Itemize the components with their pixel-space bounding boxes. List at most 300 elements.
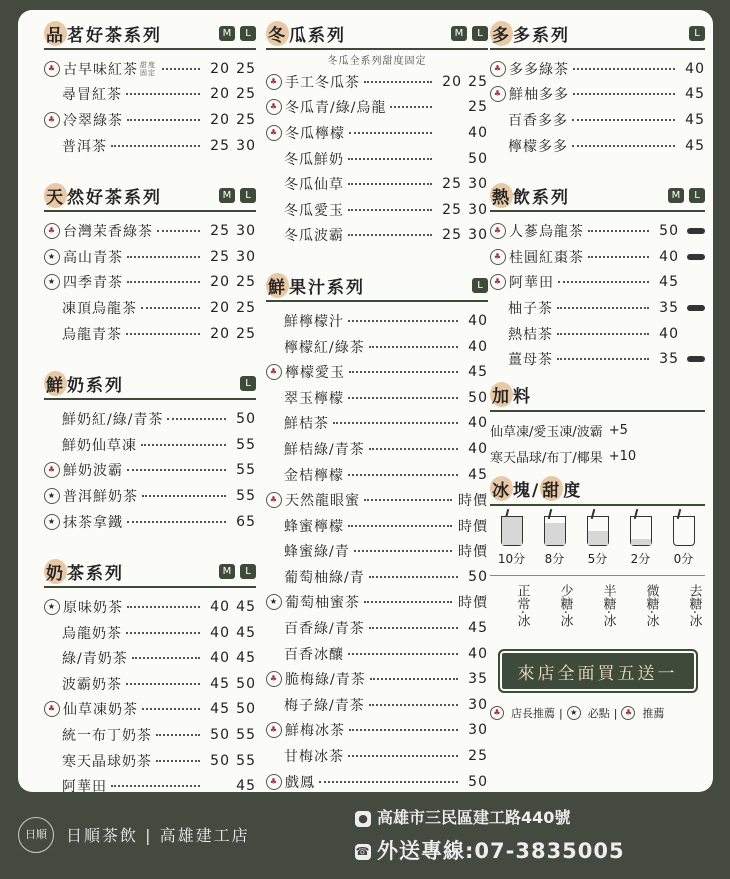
leader-dots: [126, 632, 200, 634]
menu-item: [44, 82, 256, 108]
item-price: 40: [468, 312, 488, 329]
item-name: 波霸奶茶: [62, 676, 122, 693]
leader-dots: [390, 106, 432, 108]
item-name: 阿華田: [509, 275, 554, 292]
section-title: [44, 559, 214, 584]
menu-item: [266, 385, 488, 411]
leader-dots: [162, 68, 200, 70]
leaf-icon: ♣: [490, 706, 504, 720]
item-price: 45: [236, 778, 256, 795]
leader-dots: [126, 333, 200, 335]
ice-level-text: 去糖·冰: [686, 583, 702, 628]
section-header: [44, 556, 256, 588]
item-price: 45: [236, 650, 256, 667]
leader-dots: [111, 145, 200, 147]
item-price: 25: [210, 137, 230, 154]
item-price: 40: [685, 60, 705, 77]
item-name: 烏龍奶茶: [62, 625, 122, 642]
leader-dots: [156, 760, 200, 762]
star-icon: ★: [44, 274, 60, 290]
section-title: [490, 21, 684, 46]
item-name: 多多綠茶: [509, 61, 569, 78]
menu-item: [266, 539, 488, 565]
section-title-rest: 飲系列: [513, 187, 570, 208]
leader-dots: [354, 550, 452, 552]
item-price: 40: [659, 248, 679, 265]
item-name: 普洱茶: [62, 138, 107, 155]
menu-item: [490, 295, 705, 321]
item-name: 冬瓜波霸: [284, 228, 344, 245]
item-name: 手工冬瓜茶: [285, 74, 360, 91]
leaf-icon: ♣: [44, 462, 60, 478]
item-price: 45: [210, 701, 230, 718]
menu-item: [266, 69, 488, 95]
size-badge: L: [472, 26, 488, 41]
menu-item: [490, 107, 705, 133]
leader-dots: [127, 281, 200, 283]
menu-column-1: [44, 18, 256, 799]
leader-dots: [349, 132, 432, 134]
menu-item: [490, 82, 705, 108]
ice-level-text: 正常·冰: [514, 583, 530, 628]
item-price: 45: [685, 111, 705, 128]
menu-item: [44, 722, 256, 748]
section-title-rest: 瓜系列: [289, 25, 346, 46]
section-header: 加 料: [490, 380, 705, 412]
item-name: 鮮奶波霸: [63, 463, 123, 480]
item-name: 人蔘烏龍茶: [509, 224, 584, 241]
menu-item: [44, 748, 256, 774]
item-price: 25: [468, 99, 488, 116]
item-price: 45: [468, 364, 488, 381]
item-name: 鮮柚多多: [509, 87, 569, 104]
item-price: 35: [468, 671, 488, 688]
menu-item: [266, 590, 488, 616]
size-badge: L: [689, 188, 705, 203]
ice-level: [580, 584, 616, 627]
item-name: 仙草凍奶茶: [63, 702, 138, 719]
leader-dots: [132, 657, 200, 659]
menu-item: [44, 509, 256, 535]
menu-item: [266, 666, 488, 692]
item-price: 45: [468, 620, 488, 637]
leaf-icon: ♣: [490, 249, 506, 265]
menu-item: [44, 244, 256, 270]
menu-item: [266, 436, 488, 462]
item-price: 50: [468, 773, 488, 790]
item-name: 鮮檸檬汁: [284, 313, 344, 330]
item-price: 25: [236, 111, 256, 128]
section-title-cap: 品: [44, 21, 67, 46]
leader-dots: [348, 397, 458, 399]
item-price: 30: [468, 227, 488, 244]
star-icon: ★: [44, 599, 60, 615]
menu-column-2: [266, 18, 488, 794]
size-badge: L: [240, 26, 256, 41]
section-header: [44, 18, 256, 50]
section-header: [490, 18, 705, 50]
addon-line: [490, 444, 705, 470]
leader-dots: [572, 145, 675, 147]
leaf-icon: ♣: [266, 99, 282, 115]
item-price: 時價: [458, 595, 488, 612]
hot-indicator: [687, 305, 705, 311]
leader-dots: [167, 418, 226, 420]
menu-item: [266, 120, 488, 146]
item-price: 50: [210, 727, 230, 744]
menu-item: [490, 346, 705, 372]
item-price: 20: [210, 86, 230, 103]
menu-item: [490, 270, 705, 296]
item-name: 尋冒紅茶: [62, 87, 122, 104]
item-note: 甜度固定: [140, 60, 156, 77]
item-name: 檸檬多多: [508, 138, 568, 155]
sweetness-level: [537, 516, 573, 567]
item-name: 原味奶茶: [63, 600, 123, 617]
menu-section: [266, 270, 488, 794]
item-price: 30: [236, 248, 256, 265]
menu-item: [490, 244, 705, 270]
menu-section: [266, 18, 488, 248]
item-price: 40: [210, 650, 230, 667]
item-name: 蜂蜜綠/青: [284, 544, 350, 561]
leaf-icon: ♣: [490, 223, 506, 239]
menu-item: [266, 487, 488, 513]
item-price: 時價: [458, 544, 488, 561]
menu-item: [44, 620, 256, 646]
item-name: 甘梅冰茶: [284, 749, 344, 766]
item-price: 55: [236, 727, 256, 744]
cup-icon: [587, 516, 609, 546]
size-badge: L: [240, 188, 256, 203]
star-icon: ★: [266, 594, 282, 610]
leader-dots: [364, 499, 452, 501]
delivery-phone: ☎ 外送專線:07-3835005: [355, 839, 625, 863]
item-price: 50: [236, 701, 256, 718]
leaf-icon: ♣: [266, 722, 282, 738]
item-price: 25: [468, 73, 488, 90]
section-title: [266, 273, 467, 298]
menu-item: [266, 197, 488, 223]
leader-dots: [141, 307, 200, 309]
item-price: 50: [659, 223, 679, 240]
item-price: 45: [210, 675, 230, 692]
leader-dots: [348, 474, 458, 476]
menu-item: [266, 564, 488, 590]
item-name: 古早味紅茶: [63, 61, 138, 78]
section-title-cap: 天: [44, 183, 67, 208]
leaf-icon: ♣: [490, 61, 506, 77]
ice-level: [537, 584, 573, 627]
cup-icon: [501, 516, 523, 546]
section-title-rest: 然好茶系列: [67, 187, 162, 208]
item-price: 40: [210, 624, 230, 641]
item-name: 四季青茶: [63, 275, 123, 292]
menu-section: [490, 180, 705, 372]
item-name: 鮮梅冰茶: [285, 723, 345, 740]
item-price: 30: [236, 223, 256, 240]
menu-section: [44, 556, 256, 799]
menu-item: [266, 615, 488, 641]
menu-item: [44, 697, 256, 723]
leader-dots: [364, 601, 452, 603]
item-price: 40: [210, 599, 230, 616]
star-icon: ★: [567, 706, 581, 720]
item-price: 25: [236, 274, 256, 291]
menu-item: [266, 95, 488, 121]
item-name: 蜂蜜檸檬: [284, 518, 344, 535]
addon-text: 寒天晶球/布丁/椰果: [490, 451, 603, 467]
ice-level: [666, 584, 702, 627]
menu-item: [266, 171, 488, 197]
item-name: 抹茶拿鐵: [63, 514, 123, 531]
sweetness-level: [623, 516, 659, 567]
leaf-icon: ♣: [490, 274, 506, 290]
leaf-icon: ♣: [621, 706, 635, 720]
cup-icon: [544, 516, 566, 546]
item-name: 檸檬愛玉: [285, 365, 345, 382]
size-badge: L: [689, 26, 705, 41]
menu-item: [490, 321, 705, 347]
section-title-rest: 茶系列: [67, 563, 124, 584]
item-name: 金桔檸檬: [284, 467, 344, 484]
leader-dots: [127, 469, 226, 471]
leaf-icon: ♣: [44, 701, 60, 717]
menu-item: [266, 718, 488, 744]
promo-banner: 來店全面買五送一: [498, 649, 698, 693]
size-badge: M: [668, 188, 684, 203]
menu-item: [490, 218, 705, 244]
leader-dots: [349, 729, 458, 731]
menu-item: [44, 321, 256, 347]
sweetness-label: 10分: [497, 551, 526, 566]
menu-item: [266, 692, 488, 718]
item-name: 葡萄柚綠/青: [284, 569, 365, 586]
size-badge: L: [472, 278, 488, 293]
menu-item: [44, 218, 256, 244]
leader-dots: [348, 183, 432, 185]
item-price: 55: [236, 462, 256, 479]
item-name: 脆梅綠/青茶: [285, 672, 366, 689]
item-price: 40: [659, 325, 679, 342]
leader-dots: [369, 346, 458, 348]
menu-item: [266, 513, 488, 539]
item-price: 25: [468, 748, 488, 765]
item-name: 鮮奶仙草凍: [62, 437, 137, 454]
leaf-icon: ♣: [266, 492, 282, 508]
leader-dots: [369, 627, 458, 629]
item-name: 熱桔茶: [508, 326, 553, 343]
section-header: [490, 180, 705, 212]
item-price: 45: [236, 599, 256, 616]
menu-item: [44, 432, 256, 458]
section-title: [44, 21, 214, 46]
menu-item: [266, 308, 488, 334]
item-name: 冬瓜仙草: [284, 177, 344, 194]
leader-dots: [369, 448, 458, 450]
leaf-icon: ♣: [490, 86, 506, 102]
menu-item: [44, 107, 256, 133]
item-price: 50: [236, 675, 256, 692]
leader-dots: [588, 256, 649, 258]
item-price: 20: [210, 325, 230, 342]
leader-dots: [348, 158, 432, 160]
leader-dots: [573, 68, 675, 70]
section-header: [266, 270, 488, 302]
ice-level-text: 半糖·冰: [600, 583, 616, 628]
menu-item: [44, 671, 256, 697]
item-name: 冬瓜檸檬: [285, 125, 345, 142]
leader-dots: [127, 606, 200, 608]
item-price: 50: [236, 411, 256, 428]
cup-fill: [631, 539, 651, 545]
item-name: 桂圓紅棗茶: [509, 249, 584, 266]
size-badge: L: [240, 564, 256, 579]
menu-item: [266, 359, 488, 385]
item-price: 時價: [458, 518, 488, 535]
item-price: 25: [236, 86, 256, 103]
item-price: 45: [685, 86, 705, 103]
item-name: 百香綠/青茶: [284, 621, 365, 638]
address: ● 高雄市三民區建工路440號: [355, 805, 570, 828]
footer: [0, 795, 730, 879]
section-title-rest: 奶系列: [67, 375, 124, 396]
leader-dots: [333, 422, 458, 424]
item-price: 45: [685, 137, 705, 154]
section-title: [490, 183, 663, 208]
addon-text: 仙草凍/愛玉凍/波霸: [490, 425, 603, 441]
section-header: [44, 368, 256, 400]
item-price: 30: [468, 722, 488, 739]
item-price: 25: [442, 201, 462, 218]
item-price: 25: [236, 60, 256, 77]
leaf-icon: ♣: [44, 61, 60, 77]
hot-indicator: [687, 254, 705, 260]
leaf-icon: ♣: [44, 223, 60, 239]
menu-item: [266, 641, 488, 667]
sweetness-label: 8分: [544, 551, 565, 566]
menu-item: [266, 223, 488, 249]
leader-dots: [127, 119, 200, 121]
item-name: 薑母茶: [508, 352, 553, 369]
item-name: 百香冰釀: [284, 646, 344, 663]
sweetness-label: 2分: [630, 551, 651, 566]
ice-level: [494, 584, 530, 627]
leader-dots: [588, 230, 649, 232]
leader-dots: [126, 683, 200, 685]
item-name: 冬瓜青/綠/烏龍: [285, 100, 387, 117]
section-title: [44, 371, 235, 396]
leaf-icon: ♣: [266, 125, 282, 141]
leader-dots: [348, 525, 452, 527]
item-price: 30: [468, 176, 488, 193]
item-price: 65: [236, 513, 256, 530]
menu-item: [266, 146, 488, 172]
section-title-cap: 鮮: [266, 273, 289, 298]
section-header: 冰 塊/ 甜 度: [490, 474, 705, 506]
sweetness-level: [494, 516, 530, 567]
menu-item: [266, 334, 488, 360]
menu-item: [266, 743, 488, 769]
sweetness-section: [490, 474, 705, 627]
item-price: 20: [210, 60, 230, 77]
ice-level-text: 少糖·冰: [557, 583, 573, 628]
leader-dots: [572, 119, 675, 121]
leader-dots: [557, 358, 649, 360]
menu-item: [490, 133, 705, 159]
leader-dots: [369, 576, 458, 578]
leader-dots: [348, 234, 432, 236]
item-name: 統一布丁奶茶: [62, 728, 152, 745]
item-name: 冬瓜愛玉: [284, 202, 344, 219]
star-icon: ★: [44, 249, 60, 265]
item-price: 40: [468, 645, 488, 662]
menu-item: [266, 769, 488, 795]
item-price: 35: [659, 351, 679, 368]
leader-dots: [142, 708, 200, 710]
menu-card: [18, 10, 713, 796]
menu-section: [490, 18, 705, 158]
menu-item: [44, 270, 256, 296]
leaf-icon: ♣: [266, 364, 282, 380]
item-price: 30: [236, 137, 256, 154]
leaf-icon: ♣: [44, 112, 60, 128]
item-name: 寒天晶球奶茶: [62, 753, 152, 770]
menu-item: [44, 594, 256, 620]
leader-dots: [141, 444, 226, 446]
leaf-icon: ♣: [266, 671, 282, 687]
section-title-rest: 茗好茶系列: [67, 25, 162, 46]
item-name: 鮮桔綠/青茶: [284, 441, 365, 458]
item-price: 25: [210, 223, 230, 240]
item-price: 55: [236, 752, 256, 769]
item-name: 柚子茶: [508, 300, 553, 317]
item-name: 烏龍青茶: [62, 326, 122, 343]
menu-item: [44, 133, 256, 159]
menu-section: [44, 368, 256, 534]
menu-item: [266, 411, 488, 437]
legend: ♣ 店長推薦 | ★ 必點 | ♣ 推薦: [490, 705, 705, 721]
item-price: 25: [442, 176, 462, 193]
section-title-cap: 奶: [44, 559, 67, 584]
item-name: 翠玉檸檬: [284, 390, 344, 407]
section-title-cap: 熱: [490, 183, 513, 208]
item-name: 綠/青奶茶: [62, 651, 128, 668]
item-name: 高山青茶: [63, 249, 123, 266]
item-price: 20: [210, 111, 230, 128]
item-name: 冬瓜鮮奶: [284, 151, 344, 168]
item-price: 20: [210, 274, 230, 291]
menu-column-3: [490, 18, 705, 721]
menu-section: [44, 18, 256, 158]
item-price: 25: [236, 325, 256, 342]
item-price: 45: [236, 624, 256, 641]
leader-dots: [127, 521, 226, 523]
item-name: 台灣茉香綠茶: [63, 224, 153, 241]
item-price: 25: [442, 227, 462, 244]
leaf-icon: ♣: [266, 774, 282, 790]
leader-dots: [370, 678, 458, 680]
item-price: 35: [659, 299, 679, 316]
item-price: 50: [210, 752, 230, 769]
sweetness-label: 5分: [587, 551, 608, 566]
addons-section: [490, 380, 705, 470]
section-header: [44, 180, 256, 212]
leader-dots: [319, 781, 458, 783]
leader-dots: [126, 93, 200, 95]
section-title: [44, 183, 214, 208]
item-name: 普洱鮮奶茶: [63, 488, 138, 505]
